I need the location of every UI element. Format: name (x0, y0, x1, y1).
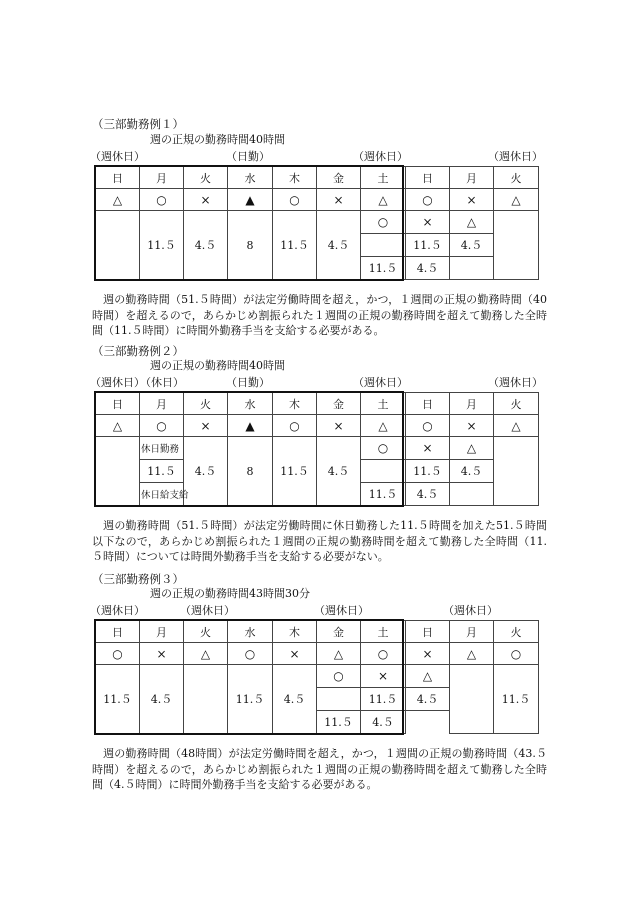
mark-cell: × (450, 415, 494, 437)
table-row (96, 211, 539, 234)
hours-cell: 11.５ (406, 460, 450, 483)
hours-cell (96, 211, 140, 280)
day-cell: 火 (184, 621, 228, 643)
day-cell: 土 (361, 393, 406, 415)
example1-subtitle: 週の正規の勤務時間40時間 (150, 133, 285, 146)
hours-cell: 11.５ (406, 234, 450, 257)
hours-cell (317, 688, 361, 711)
example3-paragraph: 週の勤務時間（48時間）が法定労働時間を超え，かつ，１週間の正規の勤務時間（43.５時間）を超えるので，あらかじめ割振られた１週間の正規の勤務時間を超えて勤務した全時間（4.５時間）に時間外勤務手当を支給する必要がある。 (92, 747, 547, 791)
day-cell: 木 (273, 167, 317, 189)
hours-cell: 11.５ (361, 688, 406, 711)
day-cell: 木 (273, 393, 317, 415)
mark-cell: △ (96, 189, 140, 211)
day-cell: 金 (317, 621, 361, 643)
hours-cell: 4.５ (273, 665, 317, 734)
day-cell: 土 (361, 621, 406, 643)
example1-label-wed: （日勤） (226, 150, 270, 163)
mark-cell: △ (361, 415, 406, 437)
mark-cell: △ (184, 643, 228, 665)
day-cell: 月 (450, 167, 494, 189)
mark-cell: × (406, 643, 450, 665)
day-cell: 金 (317, 167, 361, 189)
example2-label-tue2: （週休日） (488, 376, 543, 389)
day-cell: 水 (228, 621, 273, 643)
day-cell: 火 (184, 167, 228, 189)
example1-label-sat: （週休日） (353, 150, 408, 163)
mark-cell: ○ (140, 415, 184, 437)
hours-cell (450, 483, 494, 506)
day-cell: 水 (228, 167, 273, 189)
example3-label-mon2: （週休日） (443, 604, 498, 617)
example2-label-sun: （週休日） (90, 376, 145, 389)
mark-cell: △ (317, 643, 361, 665)
hours-cell (450, 257, 494, 280)
hours-cell: 8 (228, 437, 273, 506)
example2-label-sat: （週休日） (353, 376, 408, 389)
mark-cell: △ (450, 643, 494, 665)
hours-cell (361, 234, 406, 257)
hours-cell: 11.５ (140, 460, 184, 483)
mark-cell: ○ (273, 189, 317, 211)
hours-cell: 4.５ (406, 257, 450, 280)
mark-cell: ○ (140, 189, 184, 211)
hours-cell: × (406, 211, 450, 234)
hours-cell: 4.５ (450, 460, 494, 483)
day-cell: 木 (273, 621, 317, 643)
example2-table (95, 392, 539, 506)
hours-cell: × (406, 437, 450, 460)
table-row (96, 415, 539, 437)
hours-cell (494, 437, 539, 506)
hours-cell: 4.５ (361, 711, 406, 734)
mark-cell: × (184, 415, 228, 437)
mark-cell: ○ (273, 415, 317, 437)
hours-cell: 4.５ (450, 234, 494, 257)
hours-cell (184, 665, 228, 734)
day-cell: 日 (96, 167, 140, 189)
example3-label-fri: （週休日） (314, 604, 369, 617)
hours-cell (494, 211, 539, 280)
day-cell: 月 (450, 621, 494, 643)
table-row (96, 189, 539, 211)
hours-cell: 4.５ (406, 483, 450, 506)
hours-cell: 4.５ (184, 211, 228, 280)
day-cell: 月 (140, 393, 184, 415)
hours-cell: 11.５ (273, 437, 317, 506)
day-cell: 月 (450, 393, 494, 415)
mark-cell: × (450, 189, 494, 211)
day-cell: 日 (96, 621, 140, 643)
table-row (96, 621, 539, 643)
day-cell: 水 (228, 393, 273, 415)
hours-cell: 8 (228, 211, 273, 280)
hours-cell (450, 665, 494, 734)
day-cell: 月 (140, 621, 184, 643)
day-cell: 日 (406, 167, 450, 189)
day-cell: 金 (317, 393, 361, 415)
hours-cell: △ (450, 211, 494, 234)
mark-cell: × (317, 415, 361, 437)
example1-table (95, 166, 539, 280)
hours-cell: 4.５ (317, 437, 361, 506)
mark-cell: △ (96, 415, 140, 437)
example3-title: （三部勤務例３） (92, 572, 184, 586)
example1-label-tue2: （週休日） (488, 150, 543, 163)
day-cell: 土 (361, 167, 406, 189)
day-cell: 火 (494, 393, 539, 415)
mark-cell: ○ (406, 415, 450, 437)
hours-cell (361, 460, 406, 483)
hours-cell: × (361, 665, 406, 688)
hours-cell: 4.５ (140, 665, 184, 734)
hours-cell: 4.５ (317, 211, 361, 280)
day-cell: 火 (184, 393, 228, 415)
mark-cell: × (317, 189, 361, 211)
mark-cell: △ (361, 189, 406, 211)
example2-label-wed: （日勤） (226, 376, 270, 389)
hours-cell: ○ (317, 665, 361, 688)
hours-cell: 4.５ (406, 688, 450, 711)
example2-title: （三部勤務例２） (92, 344, 184, 358)
mark-cell: △ (494, 415, 539, 437)
hours-cell: 11.５ (361, 483, 406, 506)
mark-cell: ▲ (228, 189, 273, 211)
mark-cell: ○ (228, 643, 273, 665)
example3-table (95, 620, 539, 734)
table-row (96, 643, 539, 665)
holiday-work-label: 休日勤務 (140, 437, 184, 460)
hours-cell: 11.５ (273, 211, 317, 280)
mark-cell: ○ (494, 643, 539, 665)
mark-cell: × (140, 643, 184, 665)
table-row (96, 437, 539, 460)
mark-cell: ○ (361, 643, 406, 665)
day-cell: 月 (140, 167, 184, 189)
hours-cell: 11.５ (96, 665, 140, 734)
day-cell: 火 (494, 621, 539, 643)
hours-cell: 4.５ (184, 437, 228, 506)
day-cell: 火 (494, 167, 539, 189)
mark-cell: △ (494, 189, 539, 211)
hours-cell: 11.５ (494, 665, 539, 734)
example1-title: （三部勤務例１） (92, 117, 184, 131)
mark-cell: ▲ (228, 415, 273, 437)
hours-cell: 11.５ (361, 257, 406, 280)
table-row (96, 167, 539, 189)
day-cell: 日 (96, 393, 140, 415)
hours-cell: 11.５ (317, 711, 361, 734)
hours-cell: 11.５ (228, 665, 273, 734)
hours-cell: ○ (361, 437, 406, 460)
hours-cell: ○ (361, 211, 406, 234)
day-cell: 日 (406, 393, 450, 415)
hours-cell: 11.５ (140, 211, 184, 280)
table-row (96, 393, 539, 415)
example2-label-mon: （休日） (140, 376, 184, 389)
example3-subtitle: 週の正規の勤務時間43時間30分 (150, 587, 310, 600)
example1-label-sun: （週休日） (90, 150, 145, 163)
example1-paragraph: 週の勤務時間（51.５時間）が法定労働時間を超え，かつ，１週間の正規の勤務時間（40時間）を超えるので，あらかじめ割振られた１週間の正規の勤務時間を超えて勤務した全時間（11.５時間）に時間外勤務手当を支給する必要がある。 (92, 293, 547, 337)
mark-cell: × (273, 643, 317, 665)
hours-cell: △ (406, 665, 450, 688)
example2-paragraph: 週の勤務時間（51.５時間）が法定労働時間に休日勤務した11.５時間を加えた51.５時間以下なので，あらかじめ割振られた１週間の正規の勤務時間を超えて勤務した全時間（11.５時間）については時間外勤務手当を支給する必要がない。 (92, 519, 547, 563)
day-cell: 日 (406, 621, 450, 643)
example2-subtitle: 週の正規の勤務時間40時間 (150, 359, 285, 372)
mark-cell: × (184, 189, 228, 211)
mark-cell: ○ (406, 189, 450, 211)
table-row (96, 665, 539, 688)
mark-cell: ○ (96, 643, 140, 665)
hours-cell (96, 437, 140, 506)
hours-cell (406, 711, 450, 734)
hours-cell: △ (450, 437, 494, 460)
example3-label-tue: （週休日） (180, 604, 235, 617)
example3-label-sun: （週休日） (90, 604, 145, 617)
holiday-pay-label: 休日給支給 (140, 483, 184, 506)
